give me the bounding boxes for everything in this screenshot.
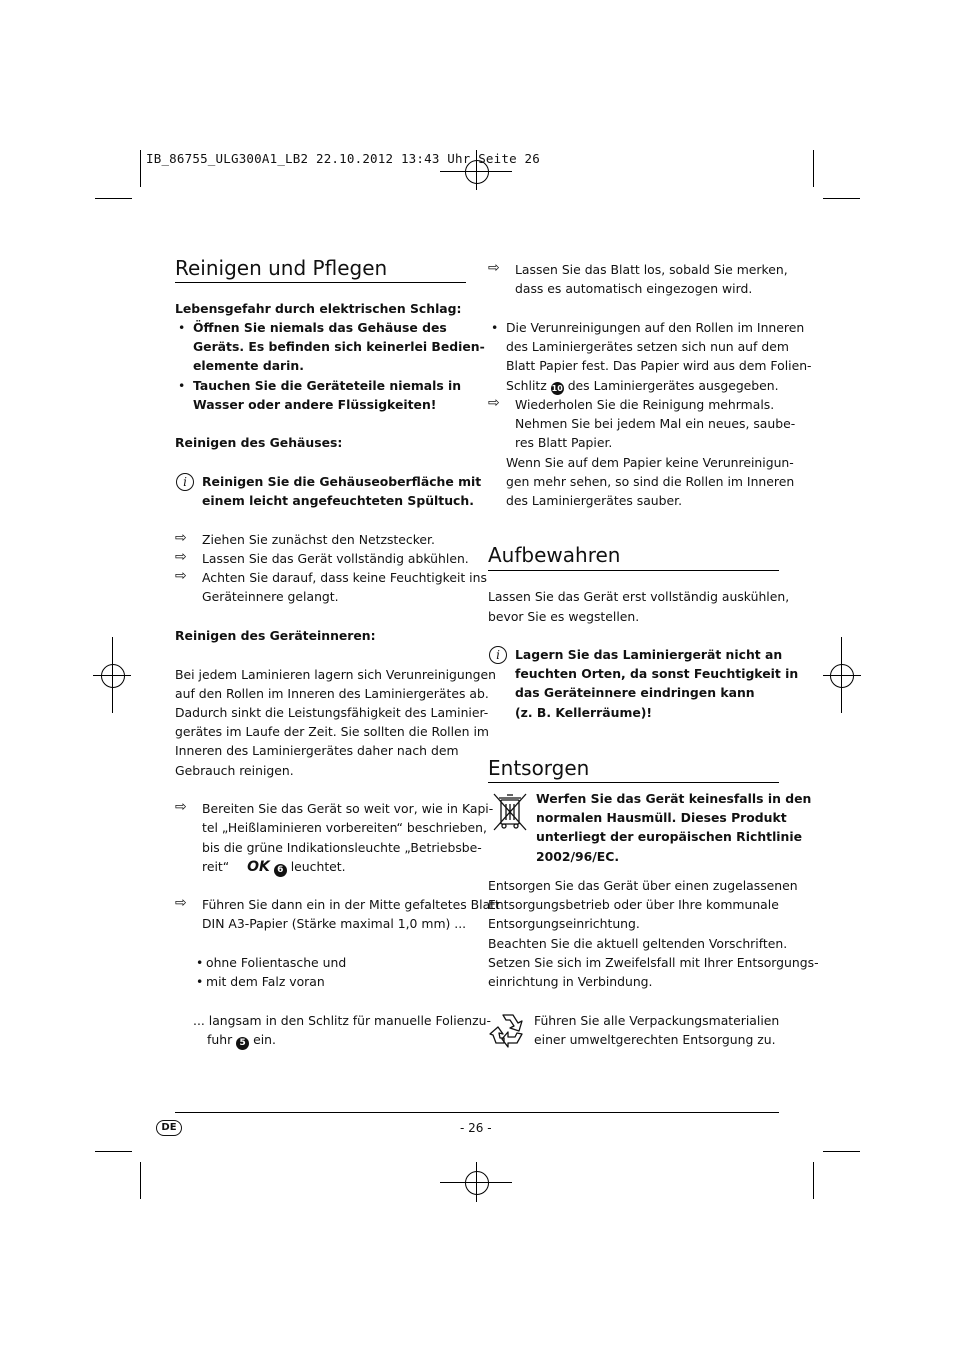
arrow-icon: ⇨ bbox=[488, 260, 500, 276]
danger-bullet-2-line-2: Wasser oder andere Flüssigkeiten! bbox=[193, 397, 437, 412]
arrow-icon: ⇨ bbox=[175, 568, 187, 584]
step-unplug: Ziehen Sie zunächst den Netzstecker. bbox=[202, 532, 435, 547]
recycle-icon bbox=[489, 1010, 527, 1048]
arrow-icon: ⇨ bbox=[175, 895, 187, 911]
storage-para-line: bevor Sie es wegstellen. bbox=[488, 609, 640, 624]
step-moisture-cont: Geräteinnere gelangt. bbox=[202, 589, 339, 604]
crossed-bin-icon bbox=[490, 790, 530, 832]
section-title-storage: Aufbewahren bbox=[488, 543, 621, 567]
crop-mark bbox=[813, 1162, 814, 1199]
step-cool: Lassen Sie das Gerät vollständig abkühlen. bbox=[202, 551, 469, 566]
disposal-para-line: Entsorgungseinrichtung. bbox=[488, 916, 640, 931]
disposal-warning-line: normalen Hausmüll. Dieses Produkt bbox=[536, 810, 787, 825]
sub-bullet: mit dem Falz voran bbox=[206, 974, 325, 989]
storage-info-line: feuchten Orten, da sonst Feuchtigkeit in bbox=[515, 666, 799, 681]
dirt-line: des Laminiergerätes setzen sich nun auf dem bbox=[506, 339, 789, 354]
crop-mark bbox=[140, 1162, 141, 1199]
step-insert-line: Führen Sie dann ein in der Mitte gefaltetes Blatt bbox=[202, 897, 500, 912]
inner-para-line: Bei jedem Laminieren lagern sich Verunreinigungen bbox=[175, 667, 496, 682]
dirt-last-line: Schlitz 10 des Laminiergerätes ausgegeben. bbox=[506, 378, 779, 393]
housing-info-line-2: einem leicht angefeuchteten Spültuch. bbox=[202, 493, 474, 508]
step-prepare-last-line: reit“ OK 6 leuchtet. bbox=[202, 859, 346, 875]
repeat-para-line: gen mehr sehen, so sind die Rollen im Inneren bbox=[506, 474, 795, 489]
storage-info-line: das Geräteinnere eindringen kann bbox=[515, 685, 755, 700]
disposal-para-line: Beachten Sie die aktuell geltenden Vorschriften. bbox=[488, 936, 788, 951]
disposal-warning-line: 2002/96/EC. bbox=[536, 849, 620, 864]
repeat-para-line: des Laminiergerätes sauber. bbox=[506, 493, 683, 508]
storage-info-line: Lagern Sie das Laminiergerät nicht an bbox=[515, 647, 783, 662]
step-prepare-line: Bereiten Sie das Gerät so weit vor, wie in Kapi- bbox=[202, 801, 494, 816]
danger-bullet-1-line-2: Geräts. Es befinden sich keinerlei Bedien- bbox=[193, 339, 485, 354]
crop-mark bbox=[95, 198, 132, 199]
step-prepare-line: tel „Heißlaminieren vorbereiten“ beschrieben, bbox=[202, 820, 487, 835]
storage-para-line: Lassen Sie das Gerät erst vollständig auskühlen, bbox=[488, 589, 790, 604]
title-rule bbox=[488, 570, 779, 571]
slow-insert-line-1: ... langsam in den Schlitz für manuelle Folienzu- bbox=[193, 1013, 491, 1028]
disposal-para-line: Entsorgen Sie das Gerät über einen zugelassenen bbox=[488, 878, 798, 893]
disposal-para-line: einrichtung in Verbindung. bbox=[488, 974, 653, 989]
danger-heading: Lebensgefahr durch elektrischen Schlag: bbox=[175, 301, 462, 316]
callout-number: 10 bbox=[551, 384, 563, 393]
inner-para-line: Gebrauch reinigen. bbox=[175, 763, 294, 778]
title-rule bbox=[175, 282, 466, 283]
crop-mark bbox=[140, 150, 141, 187]
danger-bullet-1-line-1: Öffnen Sie niemals das Gehäuse des bbox=[193, 320, 447, 335]
danger-bullet-1-line-3: elemente darin. bbox=[193, 358, 304, 373]
recycle-text-line: Führen Sie alle Verpackungsmaterialien bbox=[534, 1013, 780, 1028]
step-insert-line: DIN A3-Papier (Stärke maximal 1,0 mm) ... bbox=[202, 916, 467, 931]
inner-para-line: Inneren des Laminiergerätes daher nach dem bbox=[175, 743, 459, 758]
step-repeat-line: Nehmen Sie bei jedem Mal ein neues, saube- bbox=[515, 416, 796, 431]
dirt-line: Die Verunreinigungen auf den Rollen im Inneren bbox=[506, 320, 805, 335]
title-rule bbox=[488, 782, 779, 783]
sub-bullet: ohne Folientasche und bbox=[206, 955, 347, 970]
section-title-cleaning: Reinigen und Pflegen bbox=[175, 256, 388, 280]
crop-mark bbox=[823, 1151, 860, 1152]
slow-insert-line-2: fuhr 5 ein. bbox=[207, 1032, 276, 1048]
crop-mark bbox=[813, 150, 814, 187]
language-badge: DE bbox=[156, 1120, 182, 1136]
arrow-icon: ⇨ bbox=[175, 799, 187, 815]
housing-info-line-1: Reinigen Sie die Gehäuseoberfläche mit bbox=[202, 474, 482, 489]
callout-number: 5 bbox=[236, 1037, 249, 1050]
step-repeat-line: res Blatt Papier. bbox=[515, 435, 613, 450]
ok-indicator-icon: OK bbox=[247, 859, 270, 875]
inner-para-line: auf den Rollen im Inneren des Laminiergerätes ab. bbox=[175, 686, 489, 701]
step-release-line: dass es automatisch eingezogen wird. bbox=[515, 281, 753, 296]
housing-heading: Reinigen des Gehäuses: bbox=[175, 435, 343, 450]
dirt-line: Blatt Papier fest. Das Papier wird aus dem Folien- bbox=[506, 358, 812, 373]
arrow-icon: ⇨ bbox=[175, 530, 187, 546]
section-title-disposal: Entsorgen bbox=[488, 756, 590, 780]
storage-info-line: (z. B. Kellerräume)! bbox=[515, 705, 653, 720]
crop-mark bbox=[95, 1151, 132, 1152]
footer-rule bbox=[175, 1112, 779, 1113]
arrow-icon: ⇨ bbox=[175, 549, 187, 565]
step-prepare-line: bis die grüne Indikationsleuchte „Betriebsbe- bbox=[202, 840, 482, 855]
info-icon: i bbox=[489, 646, 507, 664]
callout-number: 6 bbox=[274, 864, 287, 877]
step-release-line: Lassen Sie das Blatt los, sobald Sie merken, bbox=[515, 262, 788, 277]
inner-para-line: gerätes im Laufe der Zeit. Sie sollten die Rollen im bbox=[175, 724, 489, 739]
arrow-icon: ⇨ bbox=[488, 395, 500, 411]
inner-heading: Reinigen des Geräteinneren: bbox=[175, 628, 376, 643]
step-moisture: Achten Sie darauf, dass keine Feuchtigkeit ins bbox=[202, 570, 487, 585]
step-repeat-line: Wiederholen Sie die Reinigung mehrmals. bbox=[515, 397, 775, 412]
registration-mark bbox=[830, 664, 854, 688]
print-slug: IB_86755_ULG300A1_LB2 22.10.2012 13:43 Uhr Seite 26 bbox=[146, 151, 541, 166]
danger-bullet-2-line-1: Tauchen Sie die Geräteteile niemals in bbox=[193, 378, 462, 393]
inner-para-line: Dadurch sinkt die Leistungsfähigkeit des Laminier- bbox=[175, 705, 489, 720]
info-icon: i bbox=[176, 473, 194, 491]
page-number: - 26 - bbox=[460, 1121, 492, 1135]
recycle-text-line: einer umweltgerechten Entsorgung zu. bbox=[534, 1032, 776, 1047]
registration-mark bbox=[465, 1171, 489, 1195]
disposal-warning-line: unterliegt der europäischen Richtlinie bbox=[536, 829, 803, 844]
disposal-para-line: Entsorgungsbetrieb oder über Ihre kommunale bbox=[488, 897, 779, 912]
disposal-para-line: Setzen Sie sich im Zweifelsfall mit Ihrer Entsorgungs- bbox=[488, 955, 819, 970]
disposal-warning-line: Werfen Sie das Gerät keinesfalls in den bbox=[536, 791, 812, 806]
repeat-para-line: Wenn Sie auf dem Papier keine Verunreinigun- bbox=[506, 455, 794, 470]
registration-mark bbox=[101, 664, 125, 688]
crop-mark bbox=[823, 198, 860, 199]
